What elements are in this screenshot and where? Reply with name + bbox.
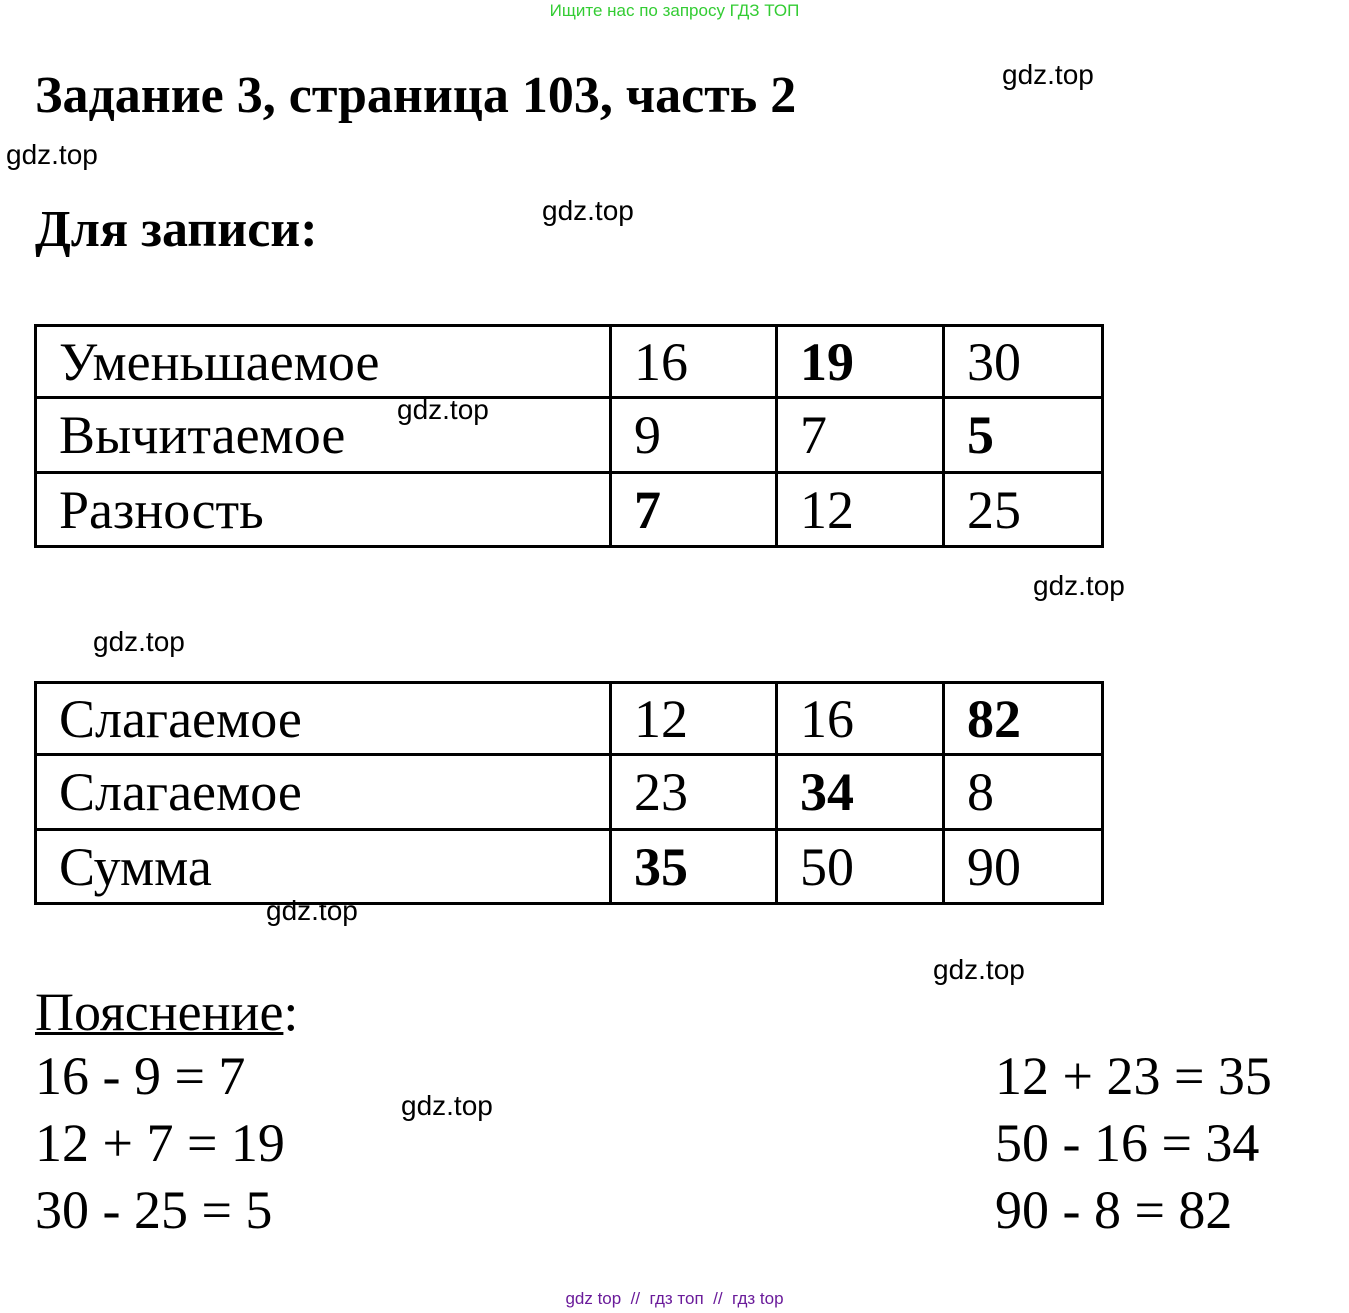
table-row <box>36 755 1103 830</box>
watermark: gdz.top <box>933 954 1025 985</box>
table-cell-answer: 82 <box>944 683 1103 755</box>
equation-right: 12 + 23 = 35 <box>995 1046 1272 1106</box>
watermark: gdz.top <box>266 895 358 926</box>
table-cell: 50 <box>777 830 944 904</box>
table-cell-answer: 7 <box>611 473 777 547</box>
table-cell-answer: 34 <box>777 755 944 830</box>
top-banner: Ищите нас по запросу ГДЗ ТОП <box>549 1 800 20</box>
row-label: Уменьшаемое <box>36 326 611 398</box>
table-cell: 9 <box>611 398 777 473</box>
row-label: Слагаемое <box>36 755 611 830</box>
table-row <box>36 473 1103 547</box>
table-cell: 8 <box>944 755 1103 830</box>
row-label: Слагаемое <box>36 683 611 755</box>
explanation-title-text: Пояснение <box>35 982 284 1042</box>
row-label: Сумма <box>36 830 611 904</box>
watermark: gdz.top <box>401 1090 493 1121</box>
table-cell: 16 <box>777 683 944 755</box>
equation-left: 30 - 25 = 5 <box>35 1180 273 1240</box>
footer-links: gdz top // гдз топ // гдз top <box>565 1289 784 1308</box>
table-cell-answer: 35 <box>611 830 777 904</box>
table-row <box>36 326 1103 398</box>
equation-left: 12 + 7 = 19 <box>35 1113 285 1173</box>
table-cell: 23 <box>611 755 777 830</box>
table-cell: 30 <box>944 326 1103 398</box>
watermark: gdz.top <box>542 195 634 226</box>
explanation-title <box>35 982 299 1042</box>
watermark: gdz.top <box>6 139 98 170</box>
table-cell: 90 <box>944 830 1103 904</box>
watermark: gdz.top <box>397 394 489 425</box>
table-cell: 25 <box>944 473 1103 547</box>
table-cell-answer: 19 <box>777 326 944 398</box>
explanation-colon: : <box>283 982 299 1042</box>
watermark: gdz.top <box>93 626 185 657</box>
table-cell: 7 <box>777 398 944 473</box>
table-cell-answer: 5 <box>944 398 1103 473</box>
table-cell: 12 <box>611 683 777 755</box>
subtraction-table <box>34 324 1104 548</box>
watermark: gdz.top <box>1033 570 1125 601</box>
table-cell: 16 <box>611 326 777 398</box>
equation-left: 16 - 9 = 7 <box>35 1046 246 1106</box>
row-label: Вычитаемое <box>36 398 611 473</box>
table-row <box>36 398 1103 473</box>
table-row <box>36 830 1103 904</box>
row-label: Разность <box>36 473 611 547</box>
watermark: gdz.top <box>1002 59 1094 90</box>
equation-right: 50 - 16 = 34 <box>995 1113 1260 1173</box>
section-subtitle: Для записи: <box>35 201 318 258</box>
page-title: Задание 3, страница 103, часть 2 <box>35 67 797 124</box>
table-cell: 12 <box>777 473 944 547</box>
equation-right: 90 - 8 = 82 <box>995 1180 1233 1240</box>
table-row <box>36 683 1103 755</box>
addition-table <box>34 681 1104 905</box>
